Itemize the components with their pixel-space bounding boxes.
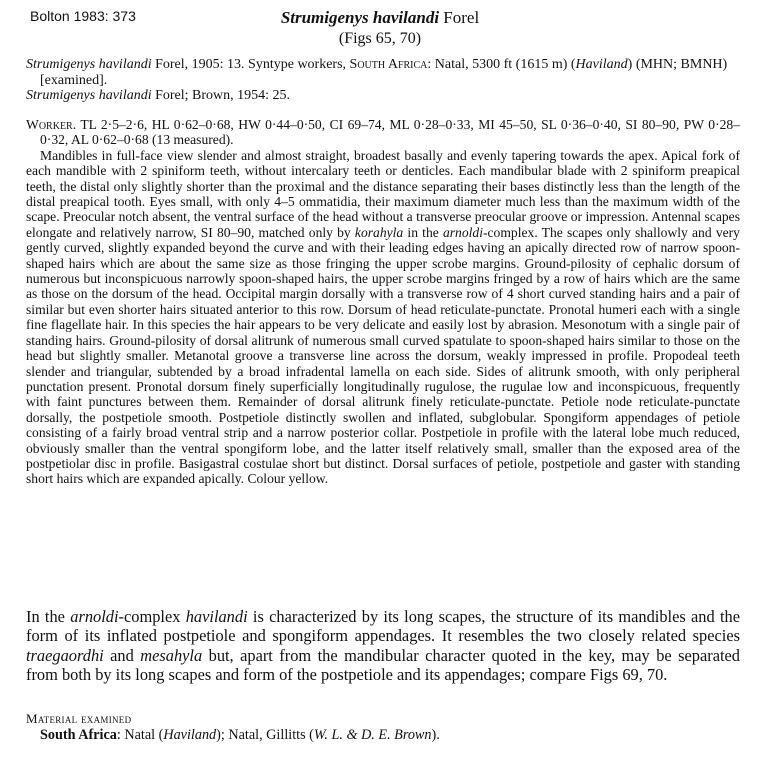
worker-measurements [26, 117, 740, 148]
reference-collector: Haviland [575, 57, 628, 72]
taxon-name: korahyla [354, 224, 404, 240]
discussion-text: is characterized by its long scapes, the structure of its mandibles and the form of its inflated postpetiole and spongiform appendages. It resembles the two closely related species [26, 607, 741, 646]
material-examined [40, 727, 440, 744]
synonymy-references [26, 57, 740, 104]
discussion-paragraph [26, 607, 740, 685]
taxon-name: arnoldi [442, 224, 483, 240]
taxon-name: traegaordhi [26, 645, 104, 665]
reference-entry [26, 57, 740, 88]
taxon-name: mesahyla [140, 645, 203, 665]
taxon-name: havilandi [185, 607, 248, 626]
reference-text: Forel; Brown, 1954: 25. [151, 88, 291, 103]
figure-reference: (Figs 65, 70) [338, 30, 422, 47]
discussion-text: but, apart from the mandibular character quoted in the key, may be separated from both by its long scapes and form of the postpetiole and its appendages; compare Figs 69, 70. [26, 645, 740, 685]
collector-name: W. L. & D. E. Brown [313, 727, 432, 743]
worker-description [26, 117, 740, 487]
reference-taxon: Strumigenys havilandi [26, 57, 152, 72]
reference-text: : Natal, 5300 ft (1615 m) ( [427, 57, 576, 72]
collector-name: Haviland [163, 727, 217, 743]
reference-taxon: Strumigenys havilandi [26, 88, 152, 103]
reference-text: ) (MHN; BMNH) [examined]. [40, 57, 728, 88]
discussion-text: and [103, 645, 141, 665]
material-heading: Material examined [26, 711, 132, 726]
description-text: in the [403, 224, 443, 240]
material-text: ). [431, 727, 440, 743]
worker-description-text [26, 148, 740, 487]
source-reference: Bolton 1983: 373 [30, 8, 136, 24]
material-text: : Natal ( [116, 727, 164, 743]
reference-entry [26, 88, 740, 104]
species-author: Forel [439, 8, 480, 27]
material-text: ); Natal, Gillitts ( [216, 727, 314, 743]
species-name: Strumigenys havilandi [280, 8, 440, 27]
description-text: -complex. The scapes only shallowly and very gently curved, slightly expanded beyond the curve and with their leading edges having an apically directed row of narrow spoon-shaped hairs which are about the same size as those fringing the upper scrobe margins. Ground-pilosity of cephalic dorsum of numerous but inconspicuous narrowly spoon-shaped hairs, the upper scrobe margins fringed by a row of hairs which are the same as those on the dorsum of the head. Occipital margin dorsally with a transverse row of 4 short curved standing hairs and a pair of similar but even shorter hairs situated anterior to this row. Dorsum of head reticulate-punctate. Pronotal humeri each with a single fine flagellate hair. In this species the hair appears to be very delicate and easily lost by abrasion. Mesonotum with a single pair of standing hairs. Ground-pilosity of dorsal alitrunk of numerous small curved spatulate to spoon-shaped hairs similar to those on the head but slightly smaller. Metanotal groove a transverse line across the dorsum, weakly impressed in profile. Propodeal teeth slender and triangular, subtended by a broad infradental lamella on each side. Sides of alitrunk smooth, with only peripheral punctation present. Pronotal dorsum finely superficially longitudinally rugulose, the rugulae low and inconspicuous, frequently with faint punctures between them. Remainder of dorsal alitrunk finely reticulate-punctate. Petiole node reticulate-punctate dorsally, the postpetiole smooth. Postpetiole distinctly swollen and inflated, subglobular. Spongiform appendages of petiole consisting of a fairly broad ventral strip and a narrow posterior collar. Postpetiole in profile with the lateral lobe much reduced, obviously smaller than the ventral spongiform lobe, and the latter itself relatively small, smaller than the exposed area of the postpetiolar disc in profile. Basigastral costulae short but distinct. Dorsal surfaces of petiole, postpetiole and gaster with standing short hairs which are expanded apically. Colour yellow. [26, 224, 740, 487]
worker-label: Worker [26, 117, 73, 132]
measurements-text: . TL 2·5–2·6, HL 0·62–0·68, HW 0·44–0·50, CI 69–74, ML 0·28–0·33, MI 45–50, SL 0·36–0·40, SI 80–90, PW 0·28–0·32, AL 0·62–0·68 (13 measured). [40, 117, 740, 148]
taxon-name: arnoldi [70, 607, 119, 626]
species-heading [180, 8, 580, 48]
material-country: South Africa [40, 727, 117, 743]
discussion-text: In the [26, 607, 71, 626]
reference-country: South Africa [349, 57, 428, 72]
species-title [180, 8, 580, 28]
description-text: Mandibles in full-face view slender and almost straight, broadest basally and evenly tapering towards the apex. Apical fork of each mandible with 2 spiniform teeth, without intercalary teeth or denticles. Each mandibular blade with 2 spiniform preapical teeth, the distal only slightly shorter than the proximal and the distance separating their bases distinctly less than the length of the distal preapical tooth. Eyes small, with only 4–5 ommatidia, their maximum diameter much less than the maximum width of the scape. Preocular notch absent, the ventral surface of the head without a transverse preocular groove or impression. Antennal scapes elongate and relatively narrow, SI 80–90, matched only by [26, 147, 740, 240]
discussion-text: -complex [118, 607, 186, 626]
reference-text: Forel, 1905: 13. Syntype workers, [151, 57, 350, 72]
